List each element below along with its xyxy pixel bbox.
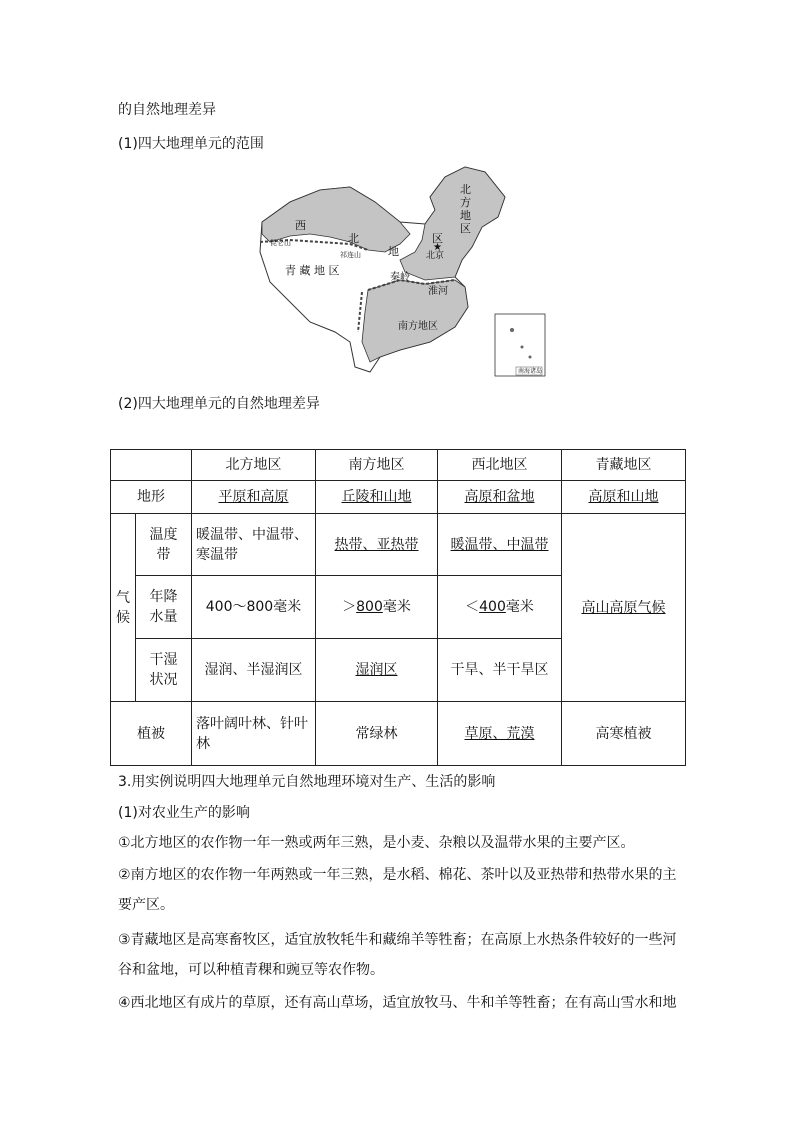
label-beijing: 北京 [426,251,445,261]
label-qingzang: 青 藏 地 区 [285,264,340,277]
vegetation-row [111,702,686,766]
plateau-climate: 高山高原气候 [581,599,666,616]
label-nw-2: 北 [348,232,359,245]
geo-comparison-table [110,449,686,766]
temp-north: 暖温带、中温带、 寒温带 [192,514,316,576]
label-qinling: 秦岭 [390,272,410,283]
precip-north: 400～800毫米 [192,576,316,639]
label-nw-3: 地 [388,245,399,258]
terrain-label: 地形 [111,481,192,514]
section-3-heading: 3.用实例说明四大地理单元自然地理环境对生产、生活的影响 [118,774,496,790]
veg-qingzang: 高寒植被 [562,702,686,766]
terrain-south: 丘陵和山地 [341,489,412,505]
precip-south: ＞800毫米 [316,576,438,639]
header-northwest: 西北地区 [438,450,562,481]
subheading-range: (1)四大地理单元的范围 [118,136,264,152]
subheading-differences: (2)四大地理单元的自然地理差异 [118,396,320,412]
paragraph-qingzang: ③青藏地区是高寒畜牧区，适宜放牧牦牛和藏绵羊等牲畜；在高原上水热条件较好的一些河谷和盆地，可以种植青稞和豌豆等农作物。 [118,932,677,978]
temperature-label: 温度 带 [136,514,192,576]
humid-northwest: 干旱、半干旱区 [438,639,562,702]
vegetation-label: 植被 [111,702,192,766]
label-north-region: 北 方 地 区 [460,183,471,235]
terrain-north: 平原和高原 [218,489,289,505]
terrain-qingzang: 高原和山地 [588,489,659,505]
veg-south: 常绿林 [316,702,438,766]
terrain-row [111,481,686,514]
subheading-agriculture: (1)对农业生产的影响 [118,805,250,821]
header-qingzang: 青藏地区 [562,450,686,481]
header-south: 南方地区 [316,450,438,481]
beijing-star: ★ [433,242,442,253]
humid-north: 湿润、半湿润区 [192,639,316,702]
label-nw-1: 西 [295,219,306,232]
label-qilian: 祁连山 [340,251,361,259]
paragraph-north: ①北方地区的农作物一年一熟或两年三熟，是小麦、杂粮以及温带水果的主要产区。 [118,835,635,851]
climate-label: 气 候 [111,514,136,702]
label-kunlun: 昆仑山 [270,239,291,247]
veg-north: 落叶阔叶林、针叶 林 [192,702,316,766]
terrain-northwest: 高原和盆地 [464,489,535,505]
humidity-label: 干湿 状况 [136,639,192,702]
precipitation-label: 年降 水量 [136,576,192,639]
header-north: 北方地区 [192,450,316,481]
temperature-row [111,514,686,576]
label-south: 南方地区 [398,321,438,332]
temp-northwest: 暖温带、中温带 [450,536,549,553]
humid-south: 湿润区 [355,662,398,678]
label-nw-4: 区 [432,232,443,245]
precip-northwest: ＜400毫米 [438,576,562,639]
label-inset: 南海诸岛 [518,368,543,375]
temp-south: 热带、亚热带 [334,536,419,553]
heading-continuation: 的自然地理差异 [118,102,216,118]
label-huaihe: 淮河 [428,286,448,297]
paragraph-northwest: ④西北地区有成片的草原，还有高山草场，适宜放牧马、牛和羊等牲畜；在有高山雪水和地 [118,995,677,1011]
corner-cell [111,450,192,481]
paragraph-south: ②南方地区的农作物一年两熟或一年三熟，是水稻、棉花、茶叶以及亚热带和热带水果的主要产区。 [118,867,677,913]
table-header-row [111,450,686,481]
veg-northwest: 草原、荒漠 [464,725,535,742]
